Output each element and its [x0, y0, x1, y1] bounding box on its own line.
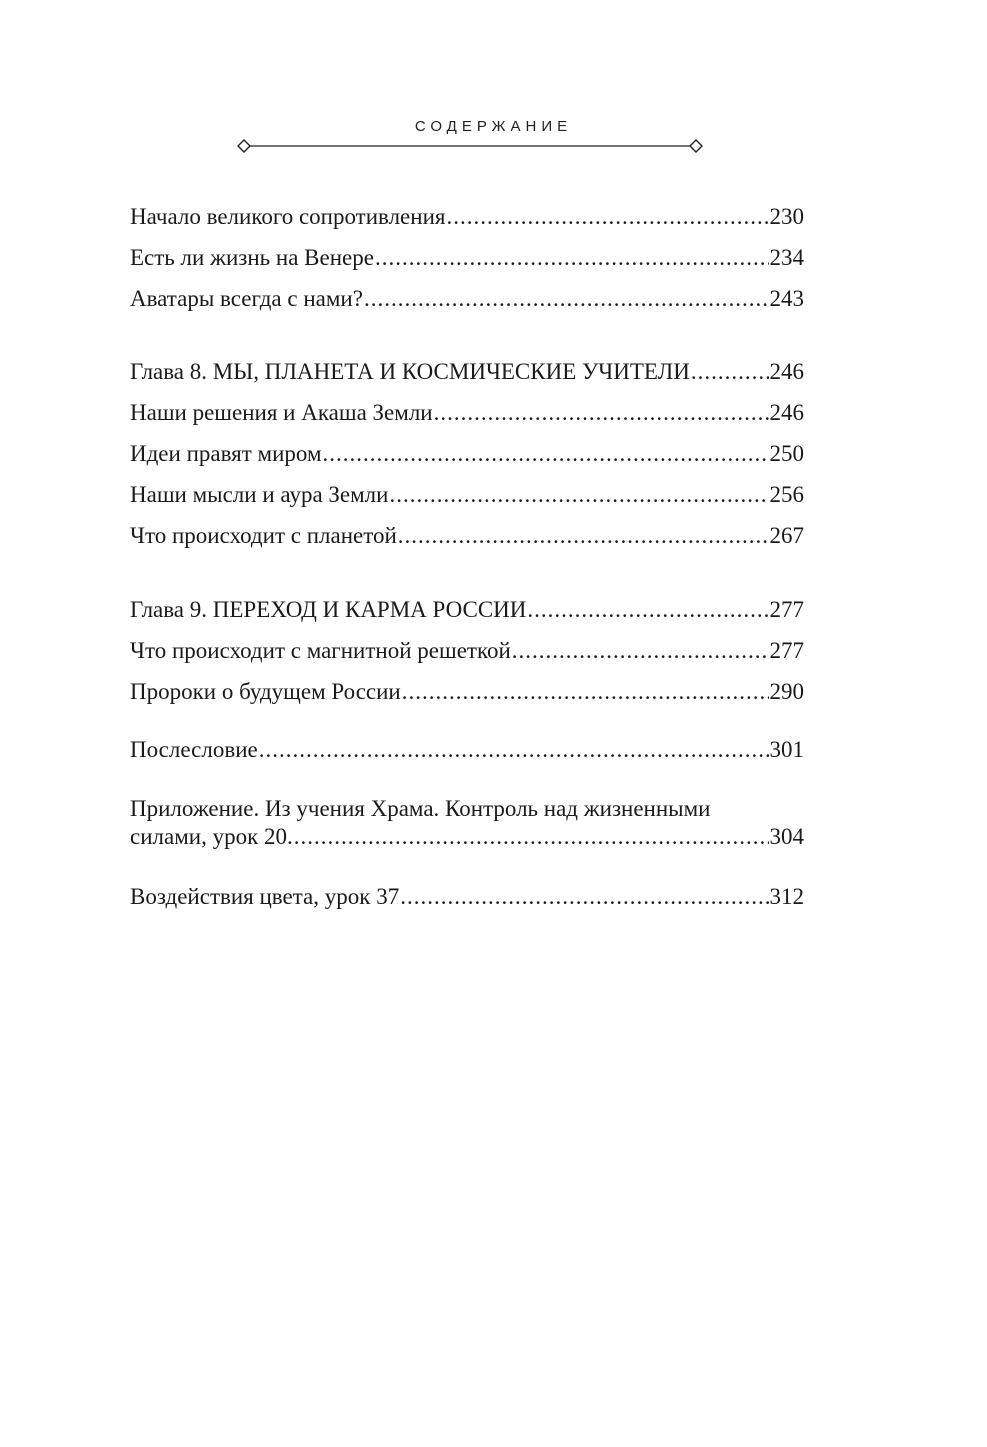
- toc-entry-page: 256: [769, 482, 804, 507]
- leader-dots: [691, 358, 769, 386]
- toc-entry[interactable]: [130, 203, 804, 231]
- toc-entry[interactable]: [130, 736, 804, 764]
- toc-entry-second-line: [130, 823, 804, 851]
- leader-dots: [446, 203, 768, 231]
- leader-dots: [398, 522, 769, 550]
- toc-entry-page: 304: [769, 824, 804, 849]
- toc-chapter-entry[interactable]: [130, 596, 804, 624]
- toc-entry-title: Наши решения и Акаша Земли: [130, 400, 433, 425]
- toc-entry-title: Аватары всегда с нами?: [130, 286, 363, 311]
- leader-dots: [512, 637, 769, 665]
- left-diamond-icon: [238, 140, 250, 152]
- toc-entry-title-continued: силами, урок 20.: [130, 824, 293, 849]
- toc-entry-title: Глава 8. МЫ, ПЛАНЕТА И КОСМИЧЕСКИЕ УЧИТЕЛИ: [130, 359, 690, 384]
- toc-entry[interactable]: [130, 481, 804, 509]
- toc-entry[interactable]: [130, 522, 804, 550]
- toc-entry-page: 234: [769, 245, 804, 270]
- toc-entry-page: 246: [769, 400, 804, 425]
- toc-entry-title: Пророки о будущем России: [130, 679, 401, 704]
- toc-entry[interactable]: [130, 285, 804, 313]
- leader-dots: [434, 399, 769, 427]
- toc-entry[interactable]: [130, 678, 804, 706]
- leader-dots: [375, 244, 769, 272]
- toc-entry-page: 267: [769, 523, 804, 548]
- toc-entry[interactable]: [130, 399, 804, 427]
- toc-entry-page: 301: [769, 737, 804, 762]
- leader-dots: [402, 678, 769, 706]
- toc-entry-title: Послесловие: [130, 737, 258, 762]
- leader-dots: [294, 823, 769, 851]
- toc-entry-page: 277: [769, 638, 804, 663]
- toc-entry[interactable]: [130, 244, 804, 272]
- toc-entry-page: 250: [769, 441, 804, 466]
- leader-dots: [527, 596, 768, 624]
- contents-heading: СОДЕРЖАНИЕ: [414, 118, 573, 135]
- leader-dots: [400, 883, 768, 911]
- toc-entry-title: Есть ли жизнь на Венере: [130, 245, 374, 270]
- toc-entry-title: Начало великого сопротивления: [130, 204, 446, 229]
- header-rule-ornament: [236, 138, 704, 154]
- toc-entry-title: Приложение. Из учения Храма. Контроль над жизненными: [130, 796, 711, 821]
- toc-entry-title: Глава 9. ПЕРЕХОД И КАРМА РОССИИ: [130, 597, 527, 622]
- toc-entry-page: 312: [769, 884, 804, 909]
- toc-entry-page: 277: [769, 597, 804, 622]
- toc-entry-page: 243: [769, 286, 804, 311]
- toc-entry-title: Идеи правят миром: [130, 441, 322, 466]
- toc-entry-title: Что происходит с планетой: [130, 523, 397, 548]
- toc-entry[interactable]: [130, 883, 804, 911]
- leader-dots: [259, 736, 769, 764]
- toc-entry-title: Что происходит с магнитной решеткой: [130, 638, 511, 663]
- right-diamond-icon: [690, 140, 702, 152]
- toc-entry-page: 290: [769, 679, 804, 704]
- leader-dots: [323, 440, 769, 468]
- toc-entry-page: 230: [769, 204, 804, 229]
- leader-dots: [389, 481, 768, 509]
- toc-entry-title: Воздействия цвета, урок 37: [130, 884, 400, 909]
- toc-chapter-entry[interactable]: [130, 358, 804, 386]
- toc-entry[interactable]: [130, 637, 804, 665]
- toc-entry-page: 246: [769, 359, 804, 384]
- toc-entry-title: Наши мысли и аура Земли: [130, 482, 389, 507]
- toc-entry[interactable]: [130, 795, 804, 851]
- leader-dots: [364, 285, 769, 313]
- toc-entry[interactable]: [130, 440, 804, 468]
